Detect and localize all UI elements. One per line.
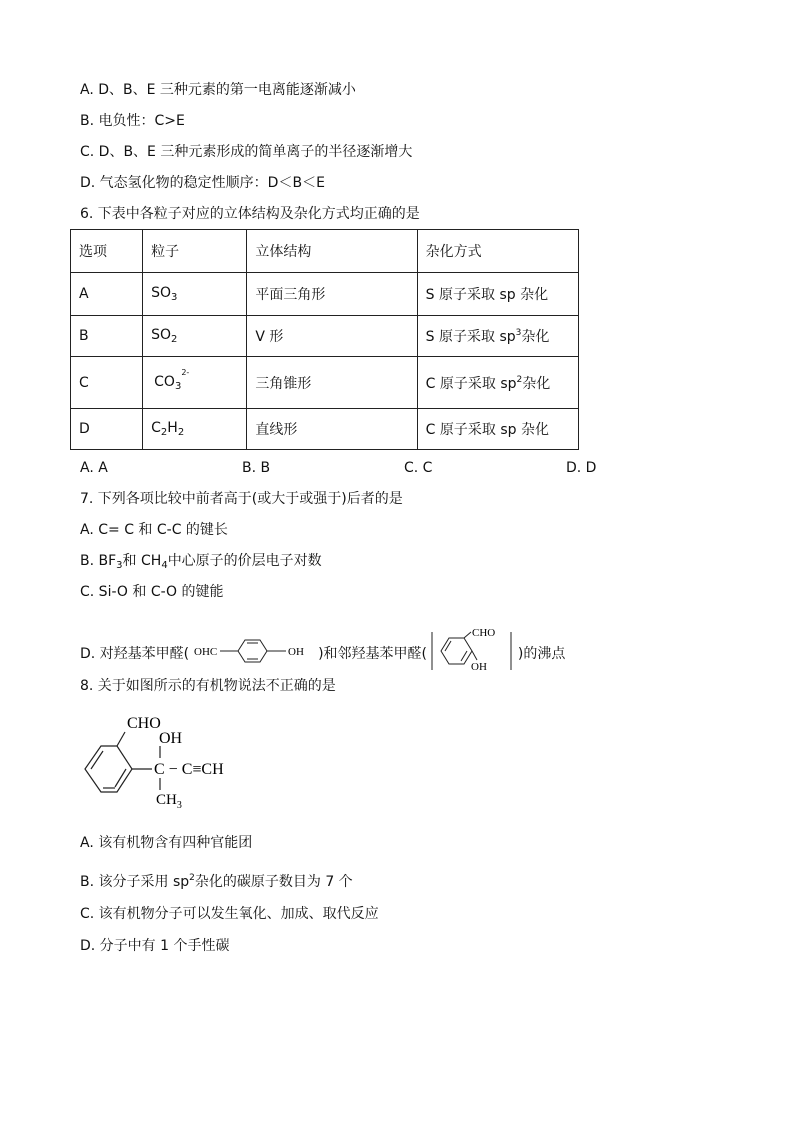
table-row — [71, 273, 579, 316]
particle-cell — [143, 409, 247, 450]
q5-option-d: D. 气态氢化物的稳定性顺序：D＜B＜E — [80, 175, 325, 191]
oh-label: OH — [159, 730, 183, 747]
para-structure-svg — [194, 636, 314, 666]
q6-table — [70, 229, 579, 450]
bond-line — [464, 632, 471, 638]
table-row — [71, 409, 579, 450]
header-cell: 杂化方式 — [417, 230, 578, 273]
structure-cell: 直线形 — [247, 409, 417, 450]
ortho-oh-label: OH — [471, 661, 488, 673]
hybrid-cell: C 原子采取 sp 杂化 — [417, 409, 578, 450]
ortho-hydroxybenzaldehyde-structure — [431, 628, 513, 680]
q7-option-a: A. C= C 和 C-C 的键长 — [80, 522, 228, 538]
q6-answer-c: C. C — [404, 460, 433, 476]
option-cell: C — [71, 357, 143, 409]
particle-cell — [143, 273, 247, 316]
ortho-structure-svg — [431, 628, 513, 674]
particle-cell — [143, 316, 247, 357]
q8-b-superscript: 2 — [189, 873, 195, 883]
option-cell: A — [71, 273, 143, 316]
particle-text: C — [151, 420, 161, 436]
hybrid-text-tail: 杂化 — [521, 329, 550, 345]
q8-structure-diagram — [80, 708, 260, 813]
q8-option-c: C. 该有机物分子可以发生氧化、加成、取代反应 — [80, 906, 379, 922]
q7-d-text-tail: )的沸点 — [517, 646, 566, 662]
hybrid-superscript: 2 — [516, 374, 523, 385]
particle-subscript: 3 — [171, 292, 178, 303]
bond-line — [117, 732, 125, 746]
hybrid-text: S 原子采取 sp — [425, 329, 516, 345]
hybrid-cell: S 原子采取 sp 杂化 — [417, 273, 578, 316]
structure-cell: 平面三角形 — [247, 273, 417, 316]
q8-b-text-tail: 杂化的碳原子数目为 7 个 — [194, 874, 353, 890]
particle-subscript: 2 — [177, 427, 185, 438]
table-row — [71, 357, 579, 409]
benzene-ring — [85, 746, 132, 792]
particle-cell — [143, 357, 247, 409]
ring-double-bond — [91, 751, 103, 769]
para-hydroxybenzaldehyde-structure — [194, 636, 314, 672]
structure-cell: V 形 — [247, 316, 417, 357]
option-cell: D — [71, 409, 143, 450]
bond-line — [472, 651, 477, 660]
table-header-row — [71, 230, 579, 273]
structure-cell: 三角锥形 — [247, 357, 417, 409]
q5-option-a: A. D、B、E 三种元素的第一电离能逐渐减小 — [80, 82, 356, 98]
ring-double-bond — [115, 769, 126, 787]
ch3-subscript: 3 — [176, 800, 182, 811]
hybrid-text-tail: 杂化 — [522, 375, 551, 392]
ch3-label — [156, 792, 182, 811]
q8-b-text: B. 该分子采用 sp — [80, 874, 190, 890]
hybrid-cell — [417, 357, 578, 409]
q7-stem: 7. 下列各项比较中前者高于(或大于或强于)后者的是 — [80, 491, 403, 507]
q7-option-d — [80, 628, 565, 680]
q7-b-subscript: 3 — [116, 560, 123, 571]
q7-d-text: D. 对羟基苯甲醛( — [80, 646, 190, 662]
ch3-text: CH — [156, 792, 177, 808]
q7-d-text-mid: )和邻羟基苯甲醛( — [318, 646, 427, 662]
benzene-ring — [441, 638, 472, 664]
particle-text: H — [167, 420, 178, 436]
q7-option-b — [80, 551, 322, 576]
q7-b-text-tail: 中心原子的价层电子对数 — [167, 553, 322, 569]
q6-answer-d: D. D — [566, 460, 597, 476]
hybrid-text: C 原子采取 sp — [425, 375, 517, 392]
particle-text: SO — [151, 327, 172, 343]
option-cell: B — [71, 316, 143, 357]
q8-stem: 8. 关于如图所示的有机物说法不正确的是 — [80, 678, 336, 694]
q7-b-subscript: 4 — [161, 560, 168, 571]
particle-subscript: 3 — [174, 380, 182, 392]
particle-text: SO — [151, 285, 172, 301]
q6-answer-b: B. B — [242, 460, 271, 476]
q6-answer-a: A. A — [80, 460, 108, 476]
q6-stem: 6. 下表中各粒子对应的立体结构及杂化方式均正确的是 — [80, 206, 420, 222]
hybrid-cell — [417, 316, 578, 357]
chain-label: C − C≡CH — [154, 761, 224, 778]
para-oh-label: OH — [287, 646, 304, 658]
q7-b-text-mid: 和 CH — [122, 553, 162, 569]
carbonate-ion — [154, 367, 190, 392]
ion-charge: 2- — [181, 367, 190, 377]
para-cho-label: OHC — [193, 646, 217, 658]
q7-option-c: C. Si-O 和 C-O 的键能 — [80, 584, 224, 600]
q5-option-b: B. 电负性：C>E — [80, 113, 185, 129]
q8-option-d: D. 分子中有 1 个手性碳 — [80, 938, 230, 954]
particle-subscript: 2 — [171, 334, 178, 345]
ortho-cho-label: CHO — [472, 628, 496, 639]
particle-text: CO — [154, 373, 175, 390]
q8-option-b — [80, 868, 353, 892]
ring-double-bond — [461, 651, 467, 661]
q8-option-a: A. 该有机物含有四种官能团 — [80, 835, 253, 851]
table-row — [71, 316, 579, 357]
header-cell: 选项 — [71, 230, 143, 273]
hybrid-superscript: 3 — [515, 328, 522, 338]
q5-option-c: C. D、B、E 三种元素形成的简单离子的半径逐渐增大 — [80, 144, 413, 160]
cho-label: CHO — [127, 715, 161, 732]
header-cell: 粒子 — [143, 230, 247, 273]
q7-b-text: B. BF — [80, 553, 117, 569]
particle-subscript: 2 — [160, 427, 168, 438]
header-cell: 立体结构 — [247, 230, 417, 273]
